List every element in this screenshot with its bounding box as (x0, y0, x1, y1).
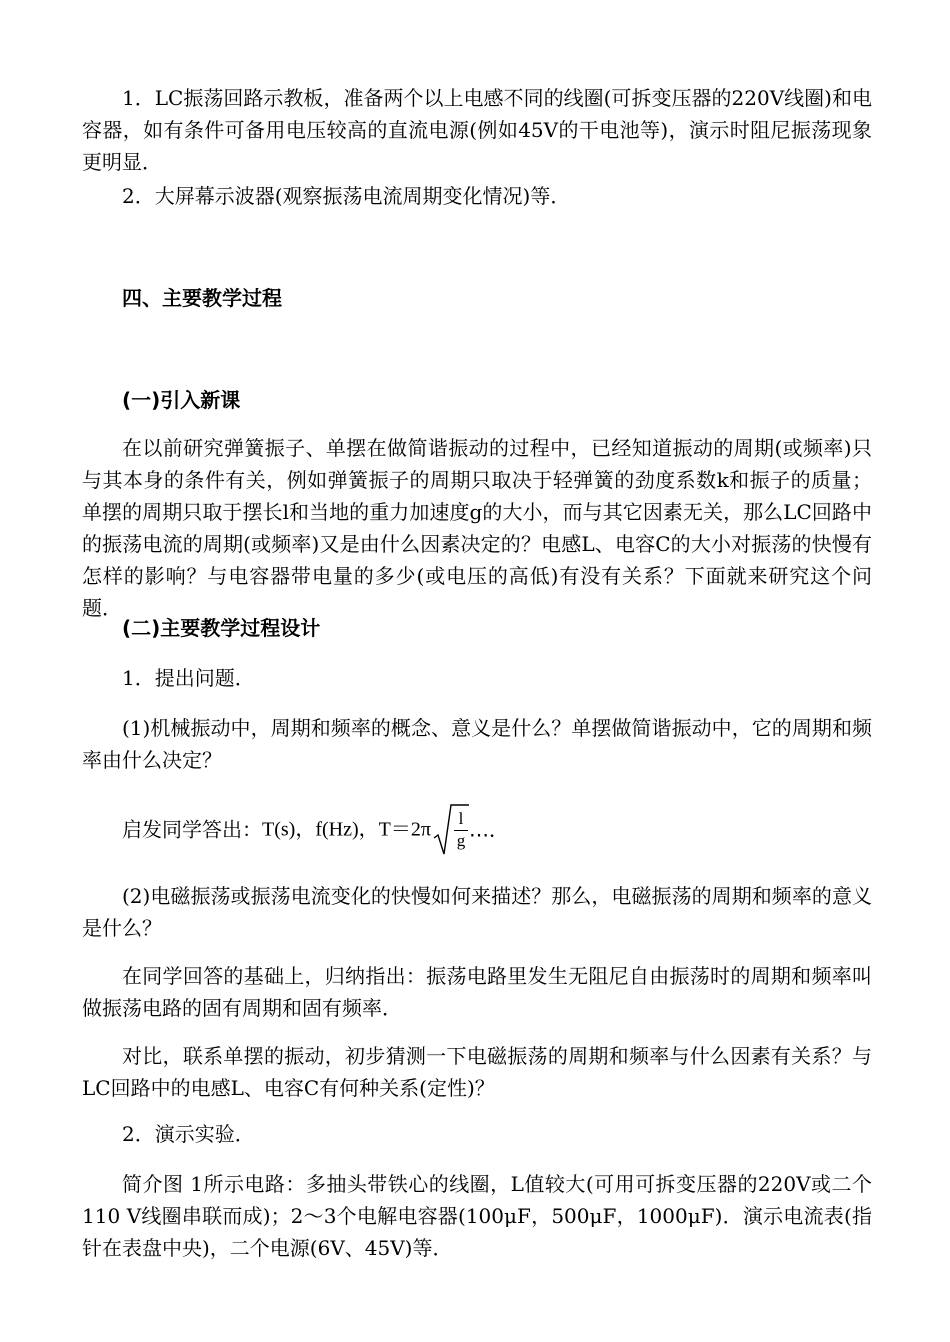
pendulum-period-formula (122, 798, 622, 858)
section-heading-teaching-process: 四、主要教学过程 (122, 286, 282, 310)
formula-math: T(s)，f(Hz)，T＝2π (262, 818, 431, 841)
paragraph-summary: 在同学回答的基础上，归纳指出：振荡电路里发生无阻尼自由振荡时的周期和频率叫做振荡电路的固有周期和固有频率． (82, 964, 872, 1020)
paragraph-step-2: 2．演示实验． (122, 1122, 255, 1146)
formula-suffix: …． (468, 817, 509, 842)
paragraph-question-2: (2)电磁振荡或振荡电流变化的快慢如何来描述？那么，电磁振荡的周期和频率的意义是什么？ (82, 884, 872, 940)
fraction-denominator: g (456, 830, 466, 850)
paragraph-question-1: (1)机械振动中，周期和频率的概念、意义是什么？单摆做简谐振动中，它的周期和频率由什么决定？ (82, 716, 872, 772)
paragraph-comparison: 对比，联系单摆的振动，初步猜测一下电磁振荡的周期和频率与什么因素有关系？与LC回路中的电感L、电容C有何种关系(定性)？ (82, 1044, 872, 1100)
fraction-numerator: l (458, 808, 464, 828)
paragraph-circuit-intro: 简介图 1所示电路：多抽头带铁心的线圈，L值较大(可用可拆变压器的220V或二个110 V线圈串联而成)；2～3个电解电容器(100μF，500μF，1000μF)．演示电流表(指针在表盘中央)，二个电源(6V、45V)等． (82, 1172, 872, 1260)
paragraph-equipment-2: 2．大屏幕示波器(观察振荡电流周期变化情况)等． (122, 184, 571, 208)
formula-prefix: 启发同学答出： (122, 817, 262, 842)
paragraph-equipment-1: 1．LC振荡回路示教板，准备两个以上电感不同的线圈(可拆变压器的220V线圈)和电容器，如有条件可备用电压较高的直流电源(例如45V的干电池等)，演示时阻尼振荡现象更明显． (82, 86, 872, 174)
paragraph-step-1: 1．提出问题． (122, 666, 255, 690)
subheading-intro: (一)引入新课 (122, 388, 241, 412)
subheading-process-design: (二)主要教学过程设计 (122, 616, 321, 640)
square-root-fraction (433, 802, 469, 858)
paragraph-intro: 在以前研究弹簧振子、单摆在做简谐振动的过程中，已经知道振动的周期(或频率)只与其本身的条件有关，例如弹簧振子的周期只取决于轻弹簧的劲度系数k和振子的质量；单摆的周期只取于摆长l和当地的重力加速度g的大小，而与其它因素无关，那么LC回路中的振荡电流的周期(或频率)又是由什么因素决定的？电感L、电容C的大小对振荡的快慢有怎样的影响？与电容器带电量的多少(或电压的高低)有没有关系？下面就来研究这个问题． (82, 436, 872, 620)
